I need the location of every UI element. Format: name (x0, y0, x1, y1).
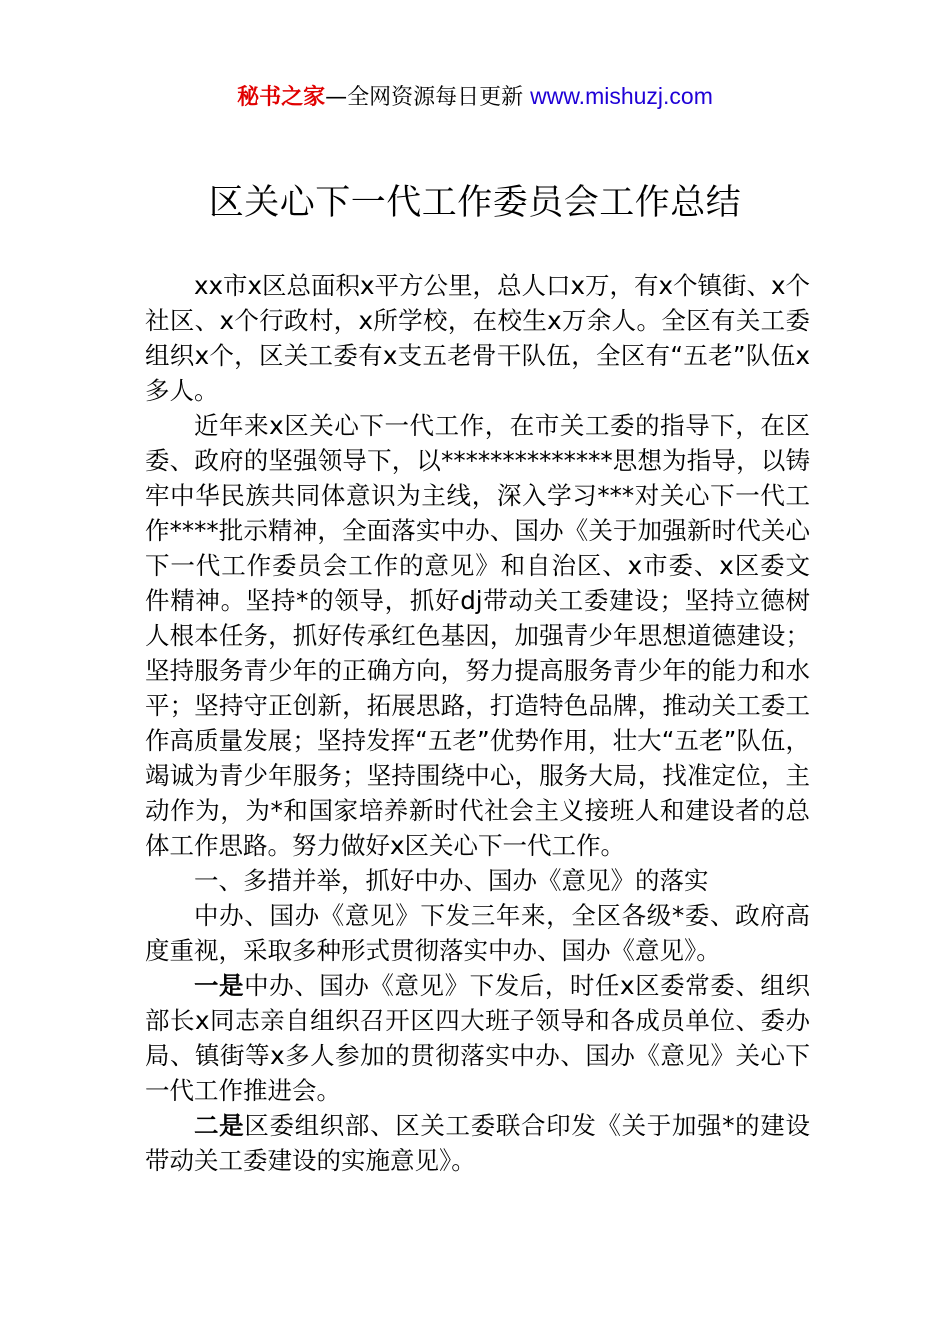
paragraph-lead: 二是 (194, 1111, 245, 1140)
site-slogan: —全网资源每日更新 (325, 85, 531, 110)
paragraph-recent-work (145, 408, 810, 863)
paragraph-text: 区委组织部、区关工委联合印发《关于加强*的建设带动关工委建设的实施意见》。 (145, 1111, 810, 1175)
paragraph-point-two (145, 1108, 810, 1178)
paragraph-text: 中办、国办《意见》下发后，时任x区委常委、组织部长x同志亲自组织召开区四大班子领导和各成员单位、委办局、镇街等x多人参加的贯彻落实中办、国办《意见》关心下一代工作推进会。 (145, 971, 810, 1105)
paragraph-point-one (145, 968, 810, 1108)
site-url[interactable]: www.mishuzj.com (530, 83, 713, 109)
paragraph-text: xx市x区总面积x平方公里，总人口x万，有x个镇街、x个社区、x个行政村，x所学校，在校生x万余人。全区有关工委组织x个，区关工委有x支五老骨干队伍，全区有“五老”队伍x多人。 (145, 271, 810, 405)
document-title: 区关心下一代工作委员会工作总结 (208, 183, 742, 223)
site-brand: 秘书之家 (237, 85, 326, 110)
paragraph-text: 一、多措并举，抓好中办、国办《意见》的落实 (194, 866, 709, 895)
paragraph-implementation (145, 898, 810, 968)
paragraph-lead: 一是 (194, 971, 245, 1000)
paragraph-text: 中办、国办《意见》下发三年来，全区各级*委、政府高度重视，采取多种形式贯彻落实中办、国办《意见》。 (145, 901, 810, 965)
section-heading-1 (145, 863, 810, 898)
site-header (0, 80, 950, 114)
paragraph-text: 近年来x区关心下一代工作，在市关工委的指导下，在区委、政府的坚强领导下，以**************思想为指导，以铸牢中华民族共同体意识为主线，深入学习***对关心下一代工作****批示精神，全面落实中办、国办《关于加强新时代关心下一代工作委员会工作的意见》和自治区、x市委、x区委文件精神。坚持*的领导，抓好dj带动关工委建设；坚持立德树人根本任务，抓好传承红色基因，加强青少年思想道德建设；坚持服务青少年的正确方向，努力提高服务青少年的能力和水平；坚持守正创新，拓展思路，打造特色品牌，推动关工委工作高质量发展；坚持发挥“五老”优势作用，壮大“五老”队伍，竭诚为青少年服务；坚持围绕中心，服务大局，找准定位，主动作为，为*和国家培养新时代社会主义接班人和建设者的总体工作思路。努力做好x区关心下一代工作。 (145, 411, 810, 860)
document-body (145, 268, 810, 1178)
paragraph-overview (145, 268, 810, 408)
